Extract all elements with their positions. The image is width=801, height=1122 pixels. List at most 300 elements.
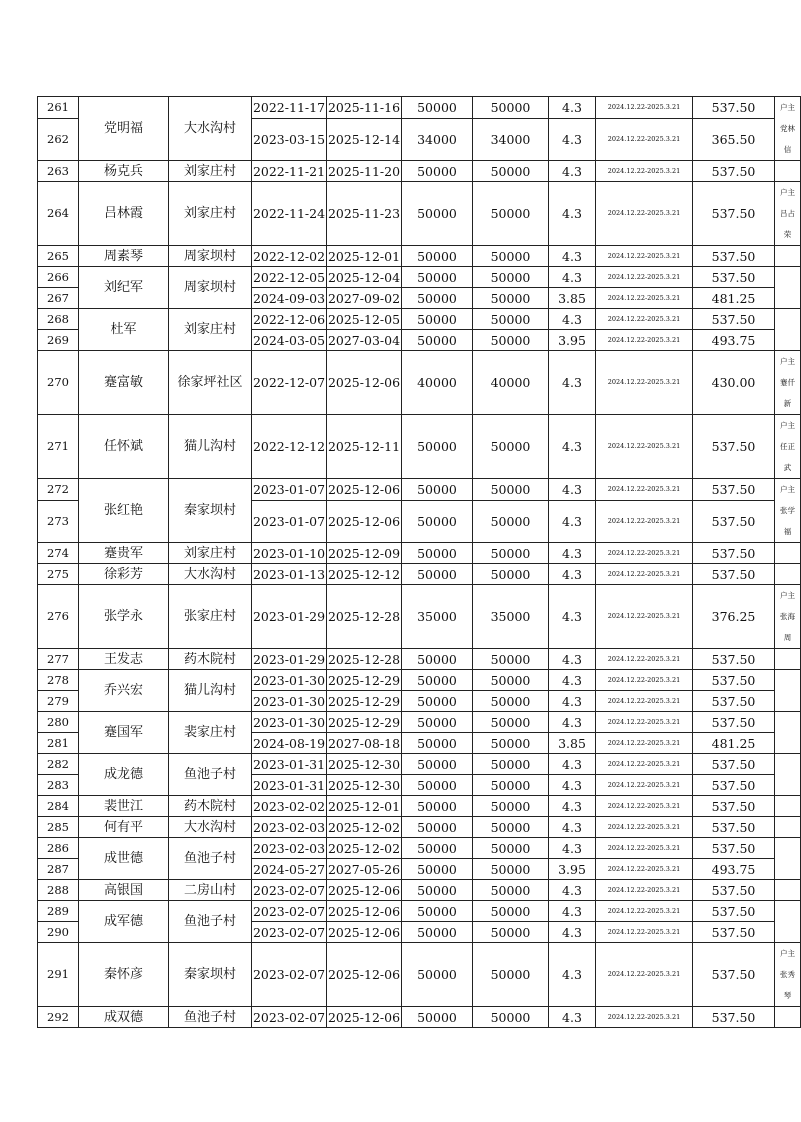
row-number-cell: 270 <box>38 351 79 415</box>
borrower-name-cell: 王发志 <box>79 649 169 670</box>
loan-balance-cell: 50000 <box>473 479 549 501</box>
loan-start-date-cell: 2023-01-29 <box>252 649 327 670</box>
loan-amount-cell: 50000 <box>402 859 473 880</box>
row-number-cell: 271 <box>38 415 79 479</box>
interest-amount-cell: 537.50 <box>693 670 775 691</box>
table-row <box>38 267 801 288</box>
loan-start-date-cell: 2023-01-31 <box>252 775 327 796</box>
loan-amount-cell: 50000 <box>402 1007 473 1028</box>
loan-balance-cell: 50000 <box>473 922 549 943</box>
interest-rate-cell: 3.95 <box>549 330 596 351</box>
interest-period-cell: 2024.12.22-2025.3.21 <box>596 733 693 754</box>
loan-amount-cell: 50000 <box>402 479 473 501</box>
note-cell <box>775 796 801 817</box>
borrower-name-cell: 成龙德 <box>79 754 169 796</box>
village-cell: 猫儿沟村 <box>169 670 252 712</box>
loan-amount-cell: 50000 <box>402 775 473 796</box>
interest-period-cell: 2024.12.22-2025.3.21 <box>596 880 693 901</box>
row-number-cell: 263 <box>38 161 79 182</box>
interest-rate-cell: 4.3 <box>549 118 596 160</box>
note-line: 户主 <box>780 485 795 494</box>
interest-amount-cell: 537.50 <box>693 479 775 501</box>
row-number-cell: 267 <box>38 288 79 309</box>
borrower-name-cell: 何有平 <box>79 817 169 838</box>
row-number-cell: 279 <box>38 691 79 712</box>
loan-start-date-cell: 2023-01-29 <box>252 585 327 649</box>
table-row <box>38 670 801 691</box>
note-cell <box>775 564 801 585</box>
interest-rate-cell: 3.85 <box>549 288 596 309</box>
loan-balance-cell: 50000 <box>473 649 549 670</box>
loan-balance-cell: 50000 <box>473 817 549 838</box>
table-row <box>38 564 801 585</box>
interest-period-cell: 2024.12.22-2025.3.21 <box>596 670 693 691</box>
loan-amount-cell: 50000 <box>402 330 473 351</box>
interest-amount-cell: 537.50 <box>693 97 775 119</box>
village-cell: 猫儿沟村 <box>169 415 252 479</box>
loan-end-date-cell: 2027-03-04 <box>327 330 402 351</box>
interest-period-cell: 2024.12.22-2025.3.21 <box>596 859 693 880</box>
loan-end-date-cell: 2027-08-18 <box>327 733 402 754</box>
table-row <box>38 901 801 922</box>
interest-amount-cell: 537.50 <box>693 309 775 330</box>
loan-amount-cell: 50000 <box>402 670 473 691</box>
loan-amount-cell: 50000 <box>402 817 473 838</box>
note-cell <box>775 97 801 161</box>
loan-amount-cell: 50000 <box>402 796 473 817</box>
interest-amount-cell: 430.00 <box>693 351 775 415</box>
row-number-cell: 266 <box>38 267 79 288</box>
row-number-cell: 290 <box>38 922 79 943</box>
interest-period-cell: 2024.12.22-2025.3.21 <box>596 838 693 859</box>
interest-amount-cell: 376.25 <box>693 585 775 649</box>
interest-rate-cell: 4.3 <box>549 754 596 775</box>
table-row <box>38 796 801 817</box>
row-number-cell: 286 <box>38 838 79 859</box>
interest-amount-cell: 537.50 <box>693 649 775 670</box>
loan-start-date-cell: 2023-01-10 <box>252 543 327 564</box>
loan-end-date-cell: 2025-12-12 <box>327 564 402 585</box>
loan-start-date-cell: 2023-01-30 <box>252 712 327 733</box>
row-number-cell: 287 <box>38 859 79 880</box>
loan-balance-cell: 50000 <box>473 880 549 901</box>
village-cell: 周家坝村 <box>169 267 252 309</box>
loan-end-date-cell: 2025-11-23 <box>327 182 402 246</box>
interest-amount-cell: 537.50 <box>693 754 775 775</box>
loan-start-date-cell: 2023-02-07 <box>252 943 327 1007</box>
table-row <box>38 543 801 564</box>
loan-end-date-cell: 2025-12-28 <box>327 649 402 670</box>
note-cell <box>775 161 801 182</box>
row-number-cell: 275 <box>38 564 79 585</box>
interest-period-cell: 2024.12.22-2025.3.21 <box>596 754 693 775</box>
interest-rate-cell: 4.3 <box>549 796 596 817</box>
loan-amount-cell: 50000 <box>402 754 473 775</box>
loan-end-date-cell: 2025-12-05 <box>327 309 402 330</box>
village-cell: 周家坝村 <box>169 246 252 267</box>
loan-end-date-cell: 2025-12-06 <box>327 901 402 922</box>
loan-start-date-cell: 2023-01-07 <box>252 500 327 542</box>
loan-balance-cell: 50000 <box>473 943 549 1007</box>
note-line: 张学 <box>780 506 795 515</box>
loan-balance-cell: 50000 <box>473 859 549 880</box>
borrower-name-cell: 张学永 <box>79 585 169 649</box>
village-cell: 大水沟村 <box>169 817 252 838</box>
table-row <box>38 880 801 901</box>
borrower-name-cell: 乔兴宏 <box>79 670 169 712</box>
loan-end-date-cell: 2025-12-09 <box>327 543 402 564</box>
note-line: 荣 <box>783 230 792 239</box>
interest-period-cell: 2024.12.22-2025.3.21 <box>596 309 693 330</box>
village-cell: 大水沟村 <box>169 97 252 161</box>
table-row <box>38 817 801 838</box>
interest-amount-cell: 537.50 <box>693 691 775 712</box>
loan-start-date-cell: 2024-08-19 <box>252 733 327 754</box>
loan-end-date-cell: 2025-11-16 <box>327 97 402 119</box>
loan-start-date-cell: 2022-12-12 <box>252 415 327 479</box>
loan-amount-cell: 50000 <box>402 691 473 712</box>
note-cell <box>775 246 801 267</box>
interest-rate-cell: 4.3 <box>549 775 596 796</box>
note-line: 户主 <box>780 103 795 112</box>
loan-start-date-cell: 2024-09-03 <box>252 288 327 309</box>
interest-rate-cell: 4.3 <box>549 712 596 733</box>
note-cell <box>775 901 801 943</box>
loan-end-date-cell: 2027-09-02 <box>327 288 402 309</box>
loan-end-date-cell: 2025-12-14 <box>327 118 402 160</box>
loan-amount-cell: 50000 <box>402 267 473 288</box>
loan-end-date-cell: 2025-12-29 <box>327 712 402 733</box>
village-cell: 徐家坪社区 <box>169 351 252 415</box>
interest-period-cell: 2024.12.22-2025.3.21 <box>596 351 693 415</box>
note-cell <box>775 479 801 543</box>
interest-period-cell: 2024.12.22-2025.3.21 <box>596 712 693 733</box>
note-line: 户主 <box>780 357 795 366</box>
note-cell <box>775 267 801 309</box>
interest-period-cell: 2024.12.22-2025.3.21 <box>596 649 693 670</box>
interest-amount-cell: 537.50 <box>693 246 775 267</box>
loan-end-date-cell: 2025-12-29 <box>327 691 402 712</box>
table-row <box>38 712 801 733</box>
interest-amount-cell: 537.50 <box>693 161 775 182</box>
interest-rate-cell: 4.3 <box>549 182 596 246</box>
interest-rate-cell: 4.3 <box>549 543 596 564</box>
table-row <box>38 1007 801 1028</box>
interest-amount-cell: 365.50 <box>693 118 775 160</box>
note-line: 党林 <box>780 124 795 133</box>
loan-start-date-cell: 2024-05-27 <box>252 859 327 880</box>
loan-amount-cell: 50000 <box>402 922 473 943</box>
village-cell: 药木院村 <box>169 649 252 670</box>
loan-amount-cell: 50000 <box>402 564 473 585</box>
table-row <box>38 943 801 1007</box>
note-cell <box>775 543 801 564</box>
row-number-cell: 261 <box>38 97 79 119</box>
interest-period-cell: 2024.12.22-2025.3.21 <box>596 901 693 922</box>
loan-balance-cell: 35000 <box>473 585 549 649</box>
loan-amount-cell: 50000 <box>402 97 473 119</box>
table-row <box>38 161 801 182</box>
loan-end-date-cell: 2025-12-02 <box>327 838 402 859</box>
loan-end-date-cell: 2025-12-06 <box>327 1007 402 1028</box>
borrower-name-cell: 秦怀彦 <box>79 943 169 1007</box>
interest-amount-cell: 493.75 <box>693 859 775 880</box>
loan-amount-cell: 50000 <box>402 838 473 859</box>
table-row <box>38 246 801 267</box>
village-cell: 刘家庄村 <box>169 543 252 564</box>
row-number-cell: 264 <box>38 182 79 246</box>
loan-amount-cell: 50000 <box>402 415 473 479</box>
interest-rate-cell: 4.3 <box>549 564 596 585</box>
borrower-name-cell: 周素琴 <box>79 246 169 267</box>
row-number-cell: 281 <box>38 733 79 754</box>
note-line: 福 <box>783 527 792 536</box>
village-cell: 张家庄村 <box>169 585 252 649</box>
loan-amount-cell: 50000 <box>402 880 473 901</box>
interest-amount-cell: 537.50 <box>693 1007 775 1028</box>
borrower-name-cell: 高银国 <box>79 880 169 901</box>
interest-rate-cell: 4.3 <box>549 161 596 182</box>
note-line: 新 <box>783 399 792 408</box>
loan-interest-table <box>37 96 801 1028</box>
loan-balance-cell: 50000 <box>473 712 549 733</box>
interest-rate-cell: 4.3 <box>549 670 596 691</box>
village-cell: 二房山村 <box>169 880 252 901</box>
note-cell <box>775 880 801 901</box>
row-number-cell: 283 <box>38 775 79 796</box>
table-row <box>38 838 801 859</box>
loan-balance-cell: 50000 <box>473 97 549 119</box>
note-cell <box>775 817 801 838</box>
table-row <box>38 309 801 330</box>
interest-rate-cell: 4.3 <box>549 880 596 901</box>
loan-balance-cell: 50000 <box>473 267 549 288</box>
village-cell: 刘家庄村 <box>169 182 252 246</box>
table-row <box>38 754 801 775</box>
loan-end-date-cell: 2025-12-04 <box>327 267 402 288</box>
interest-amount-cell: 493.75 <box>693 330 775 351</box>
row-number-cell: 269 <box>38 330 79 351</box>
borrower-name-cell: 蹇富敏 <box>79 351 169 415</box>
loan-balance-cell: 50000 <box>473 775 549 796</box>
note-cell <box>775 585 801 649</box>
village-cell: 秦家坝村 <box>169 479 252 543</box>
note-line: 周 <box>783 633 792 642</box>
interest-rate-cell: 4.3 <box>549 838 596 859</box>
loan-balance-cell: 50000 <box>473 500 549 542</box>
interest-period-cell: 2024.12.22-2025.3.21 <box>596 415 693 479</box>
loan-amount-cell: 50000 <box>402 901 473 922</box>
note-line: 户主 <box>780 949 795 958</box>
interest-amount-cell: 537.50 <box>693 922 775 943</box>
row-number-cell: 277 <box>38 649 79 670</box>
interest-rate-cell: 4.3 <box>549 585 596 649</box>
row-number-cell: 262 <box>38 118 79 160</box>
interest-amount-cell: 481.25 <box>693 733 775 754</box>
loan-amount-cell: 50000 <box>402 288 473 309</box>
note-cell <box>775 649 801 670</box>
loan-start-date-cell: 2022-11-17 <box>252 97 327 119</box>
interest-amount-cell: 537.50 <box>693 543 775 564</box>
interest-period-cell: 2024.12.22-2025.3.21 <box>596 543 693 564</box>
loan-start-date-cell: 2023-01-31 <box>252 754 327 775</box>
row-number-cell: 285 <box>38 817 79 838</box>
loan-start-date-cell: 2023-01-30 <box>252 691 327 712</box>
interest-rate-cell: 4.3 <box>549 97 596 119</box>
village-cell: 刘家庄村 <box>169 161 252 182</box>
loan-start-date-cell: 2023-03-15 <box>252 118 327 160</box>
note-cell <box>775 943 801 1007</box>
loan-amount-cell: 34000 <box>402 118 473 160</box>
interest-amount-cell: 537.50 <box>693 901 775 922</box>
loan-balance-cell: 50000 <box>473 901 549 922</box>
borrower-name-cell: 党明福 <box>79 97 169 161</box>
loan-end-date-cell: 2025-12-28 <box>327 585 402 649</box>
table-row <box>38 649 801 670</box>
row-number-cell: 284 <box>38 796 79 817</box>
note-line: 户主 <box>780 421 795 430</box>
interest-amount-cell: 537.50 <box>693 267 775 288</box>
loan-start-date-cell: 2023-02-07 <box>252 1007 327 1028</box>
village-cell: 鱼池子村 <box>169 754 252 796</box>
borrower-name-cell: 杜军 <box>79 309 169 351</box>
loan-amount-cell: 35000 <box>402 585 473 649</box>
interest-amount-cell: 537.50 <box>693 500 775 542</box>
loan-end-date-cell: 2025-12-06 <box>327 500 402 542</box>
interest-rate-cell: 4.3 <box>549 246 596 267</box>
loan-amount-cell: 50000 <box>402 500 473 542</box>
village-cell: 鱼池子村 <box>169 901 252 943</box>
village-cell: 裴家庄村 <box>169 712 252 754</box>
loan-end-date-cell: 2025-12-06 <box>327 351 402 415</box>
note-cell <box>775 351 801 415</box>
loan-balance-cell: 50000 <box>473 246 549 267</box>
loan-start-date-cell: 2022-12-05 <box>252 267 327 288</box>
loan-balance-cell: 50000 <box>473 838 549 859</box>
interest-rate-cell: 4.3 <box>549 922 596 943</box>
note-cell <box>775 712 801 754</box>
note-cell <box>775 754 801 796</box>
interest-rate-cell: 4.3 <box>549 1007 596 1028</box>
loan-balance-cell: 34000 <box>473 118 549 160</box>
interest-rate-cell: 3.85 <box>549 733 596 754</box>
row-number-cell: 292 <box>38 1007 79 1028</box>
loan-amount-cell: 50000 <box>402 246 473 267</box>
loan-amount-cell: 50000 <box>402 712 473 733</box>
interest-period-cell: 2024.12.22-2025.3.21 <box>596 118 693 160</box>
interest-amount-cell: 481.25 <box>693 288 775 309</box>
loan-balance-cell: 50000 <box>473 309 549 330</box>
row-number-cell: 274 <box>38 543 79 564</box>
loan-balance-cell: 50000 <box>473 182 549 246</box>
loan-start-date-cell: 2022-11-24 <box>252 182 327 246</box>
borrower-name-cell: 张红艳 <box>79 479 169 543</box>
loan-balance-cell: 40000 <box>473 351 549 415</box>
interest-period-cell: 2024.12.22-2025.3.21 <box>596 479 693 501</box>
interest-rate-cell: 4.3 <box>549 415 596 479</box>
loan-end-date-cell: 2025-12-06 <box>327 922 402 943</box>
interest-amount-cell: 537.50 <box>693 415 775 479</box>
loan-end-date-cell: 2025-12-01 <box>327 246 402 267</box>
interest-period-cell: 2024.12.22-2025.3.21 <box>596 943 693 1007</box>
loan-amount-cell: 50000 <box>402 543 473 564</box>
note-cell <box>775 309 801 351</box>
loan-amount-cell: 50000 <box>402 943 473 1007</box>
loan-end-date-cell: 2025-11-20 <box>327 161 402 182</box>
interest-period-cell: 2024.12.22-2025.3.21 <box>596 288 693 309</box>
loan-balance-cell: 50000 <box>473 796 549 817</box>
loan-end-date-cell: 2025-12-06 <box>327 880 402 901</box>
interest-period-cell: 2024.12.22-2025.3.21 <box>596 246 693 267</box>
note-cell <box>775 182 801 246</box>
interest-period-cell: 2024.12.22-2025.3.21 <box>596 585 693 649</box>
borrower-name-cell: 吕林霞 <box>79 182 169 246</box>
interest-period-cell: 2024.12.22-2025.3.21 <box>596 500 693 542</box>
loan-balance-cell: 50000 <box>473 543 549 564</box>
loan-end-date-cell: 2025-12-06 <box>327 479 402 501</box>
loan-balance-cell: 50000 <box>473 161 549 182</box>
interest-amount-cell: 537.50 <box>693 880 775 901</box>
interest-rate-cell: 4.3 <box>549 351 596 415</box>
interest-period-cell: 2024.12.22-2025.3.21 <box>596 182 693 246</box>
note-line: 张秀 <box>780 970 795 979</box>
loan-balance-cell: 50000 <box>473 288 549 309</box>
loan-balance-cell: 50000 <box>473 691 549 712</box>
interest-rate-cell: 4.3 <box>549 500 596 542</box>
table-row <box>38 585 801 649</box>
interest-period-cell: 2024.12.22-2025.3.21 <box>596 1007 693 1028</box>
row-number-cell: 278 <box>38 670 79 691</box>
loan-balance-cell: 50000 <box>473 1007 549 1028</box>
interest-amount-cell: 537.50 <box>693 712 775 733</box>
interest-period-cell: 2024.12.22-2025.3.21 <box>596 161 693 182</box>
interest-rate-cell: 4.3 <box>549 309 596 330</box>
loan-end-date-cell: 2025-12-01 <box>327 796 402 817</box>
note-cell <box>775 838 801 880</box>
loan-balance-cell: 50000 <box>473 670 549 691</box>
interest-rate-cell: 4.3 <box>549 943 596 1007</box>
loan-start-date-cell: 2023-02-07 <box>252 922 327 943</box>
row-number-cell: 280 <box>38 712 79 733</box>
note-line: 信 <box>783 145 792 154</box>
loan-end-date-cell: 2027-05-26 <box>327 859 402 880</box>
note-line: 蹇仟 <box>780 378 795 387</box>
note-line: 户主 <box>780 188 795 197</box>
row-number-cell: 291 <box>38 943 79 1007</box>
interest-period-cell: 2024.12.22-2025.3.21 <box>596 817 693 838</box>
loan-start-date-cell: 2023-01-13 <box>252 564 327 585</box>
row-number-cell: 273 <box>38 500 79 542</box>
interest-period-cell: 2024.12.22-2025.3.21 <box>596 330 693 351</box>
note-line: 任正 <box>780 442 795 451</box>
loan-balance-cell: 50000 <box>473 564 549 585</box>
borrower-name-cell: 成世德 <box>79 838 169 880</box>
interest-rate-cell: 4.3 <box>549 267 596 288</box>
interest-period-cell: 2024.12.22-2025.3.21 <box>596 97 693 119</box>
row-number-cell: 272 <box>38 479 79 501</box>
loan-start-date-cell: 2024-03-05 <box>252 330 327 351</box>
loan-start-date-cell: 2023-01-07 <box>252 479 327 501</box>
note-line: 吕占 <box>780 209 795 218</box>
interest-period-cell: 2024.12.22-2025.3.21 <box>596 691 693 712</box>
village-cell: 鱼池子村 <box>169 1007 252 1028</box>
loan-start-date-cell: 2023-02-03 <box>252 838 327 859</box>
loan-start-date-cell: 2022-12-07 <box>252 351 327 415</box>
row-number-cell: 288 <box>38 880 79 901</box>
borrower-name-cell: 成双德 <box>79 1007 169 1028</box>
table-row <box>38 182 801 246</box>
interest-period-cell: 2024.12.22-2025.3.21 <box>596 775 693 796</box>
